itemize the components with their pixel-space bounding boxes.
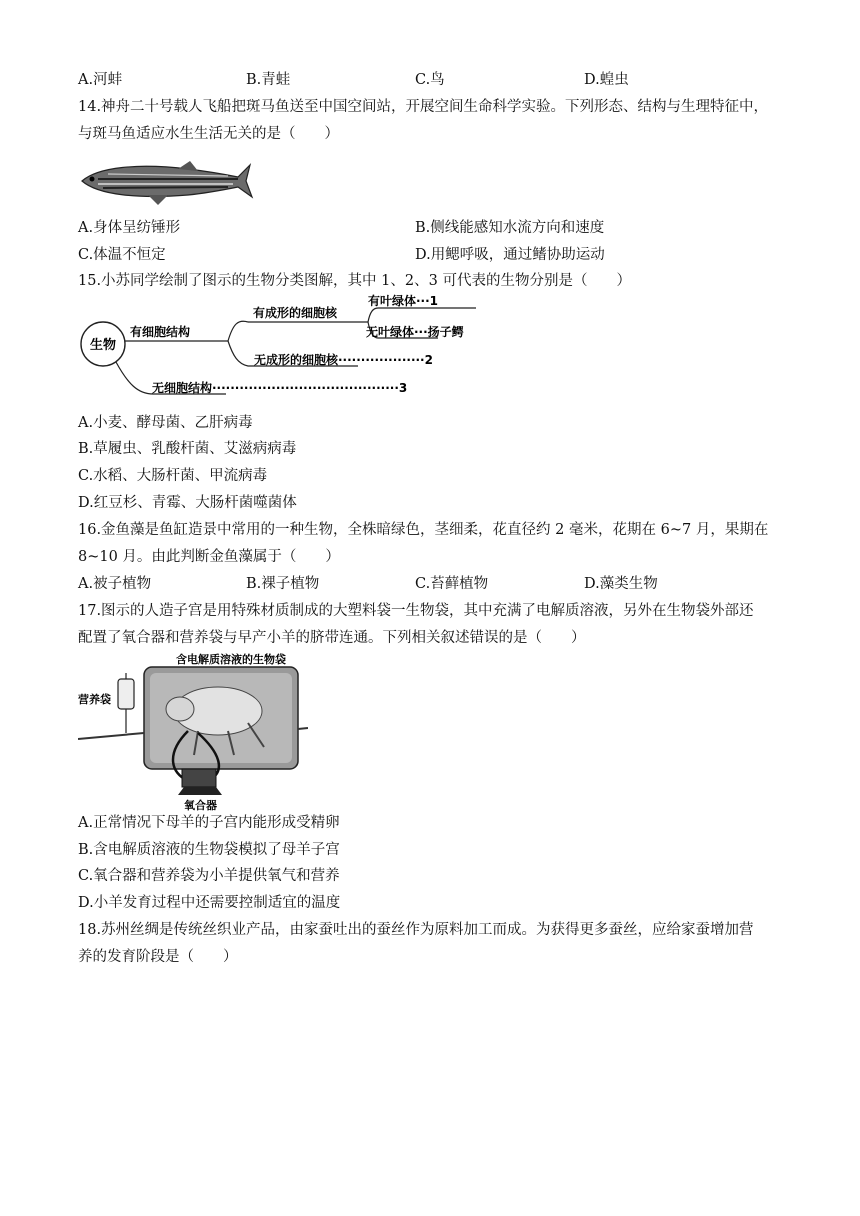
- q13-option-a: A.河蚌: [78, 72, 123, 88]
- diagram-has-cell-label: 有细胞结构: [130, 325, 191, 339]
- q15-option-a: A.小麦、酵母菌、乙肝病毒: [78, 415, 253, 431]
- q17-option-a: A.正常情况下母羊的子宫内能形成受精卵: [78, 815, 340, 831]
- diagram-no-nucleus-label: 无成形的细胞核···················2: [254, 353, 433, 367]
- q16-option-c: C.苔藓植物: [415, 576, 489, 592]
- q15-option-c: C.水稻、大肠杆菌、甲流病毒: [78, 468, 268, 484]
- q16-option-a: A.被子植物: [78, 576, 152, 592]
- q16-stem-line1: 16.金鱼藻是鱼缸造景中常用的一种生物，全株暗绿色，茎细柔，花直径约 2 毫米，花期在 6~7 月，果期在: [78, 522, 769, 538]
- q16-option-d: D.藻类生物: [584, 576, 658, 592]
- classification-diagram: [78, 294, 478, 406]
- q14-option-b: B.侧线能感知水流方向和速度: [415, 220, 605, 236]
- bag-label: 含电解质溶液的生物袋: [176, 653, 286, 666]
- q13-option-d: D.蝗虫: [584, 72, 629, 88]
- q14-option-c: C.体温不恒定: [78, 247, 166, 263]
- q17-stem-line2: 配置了氧合器和营养袋与早产小羊的脐带连通。下列相关叙述错误的是（ ）: [78, 630, 586, 646]
- oxygenator-label: 氧合器: [184, 799, 217, 811]
- q15-stem: 15.小苏同学绘制了图示的生物分类图解，其中 1、2、3 可代表的生物分别是（ ）: [78, 273, 631, 289]
- q15-option-b: B.草履虫、乳酸杆菌、艾滋病病毒: [78, 441, 297, 457]
- diagram-nucleus-label: 有成形的细胞核: [253, 306, 338, 320]
- q14-option-d: D.用鳃呼吸，通过鳍协助运动: [415, 247, 605, 263]
- q14-option-a: A.身体呈纺锤形: [78, 220, 181, 236]
- q17-option-d: D.小羊发育过程中还需要控制适宜的温度: [78, 895, 341, 911]
- diagram-root-label: 生物: [89, 338, 117, 353]
- q17-stem-line1: 17.图示的人造子宫是用特殊材质制成的大塑料袋一生物袋，其中充满了电解质溶液，另外在生物袋外部还: [78, 603, 754, 619]
- diagram-no-cell-label: 无细胞结构·········································3: [152, 381, 408, 395]
- q17-option-c: C.氧合器和营养袋为小羊提供氧气和营养: [78, 868, 340, 884]
- artificial-womb-figure: [78, 651, 308, 811]
- q14-stem-line2: 与斑马鱼适应水生生活无关的是（ ）: [78, 126, 339, 142]
- q16-stem-line2: 8~10 月。由此判断金鱼藻属于（ ）: [78, 549, 340, 565]
- q15-option-d: D.红豆杉、青霉、大肠杆菌噬菌体: [78, 495, 297, 511]
- q16-option-b: B.裸子植物: [246, 576, 320, 592]
- q18-stem-line1: 18.苏州丝绸是传统丝织业产品，由家蚕吐出的蚕丝作为原料加工而成。为获得更多蚕丝，应给家蚕增加营: [78, 922, 754, 938]
- q14-stem-line1: 14.神舟二十号载人飞船把斑马鱼送至中国空间站，开展空间生命科学实验。下列形态、结构与生理特征中，: [78, 99, 769, 115]
- q17-option-b: B.含电解质溶液的生物袋模拟了母羊子宫: [78, 842, 340, 858]
- diagram-chloro-label: 有叶绿体···1: [368, 294, 439, 308]
- q13-option-b: B.青蛙: [246, 72, 291, 88]
- diagram-no-chloro-label: 无叶绿体···扬子鳄: [366, 325, 464, 339]
- q13-option-c: C.鸟: [415, 72, 445, 88]
- nutrient-bag-label: 营养袋: [78, 693, 111, 706]
- zebrafish-image: [78, 157, 254, 207]
- q18-stem-line2: 养的发育阶段是（ ）: [78, 949, 238, 965]
